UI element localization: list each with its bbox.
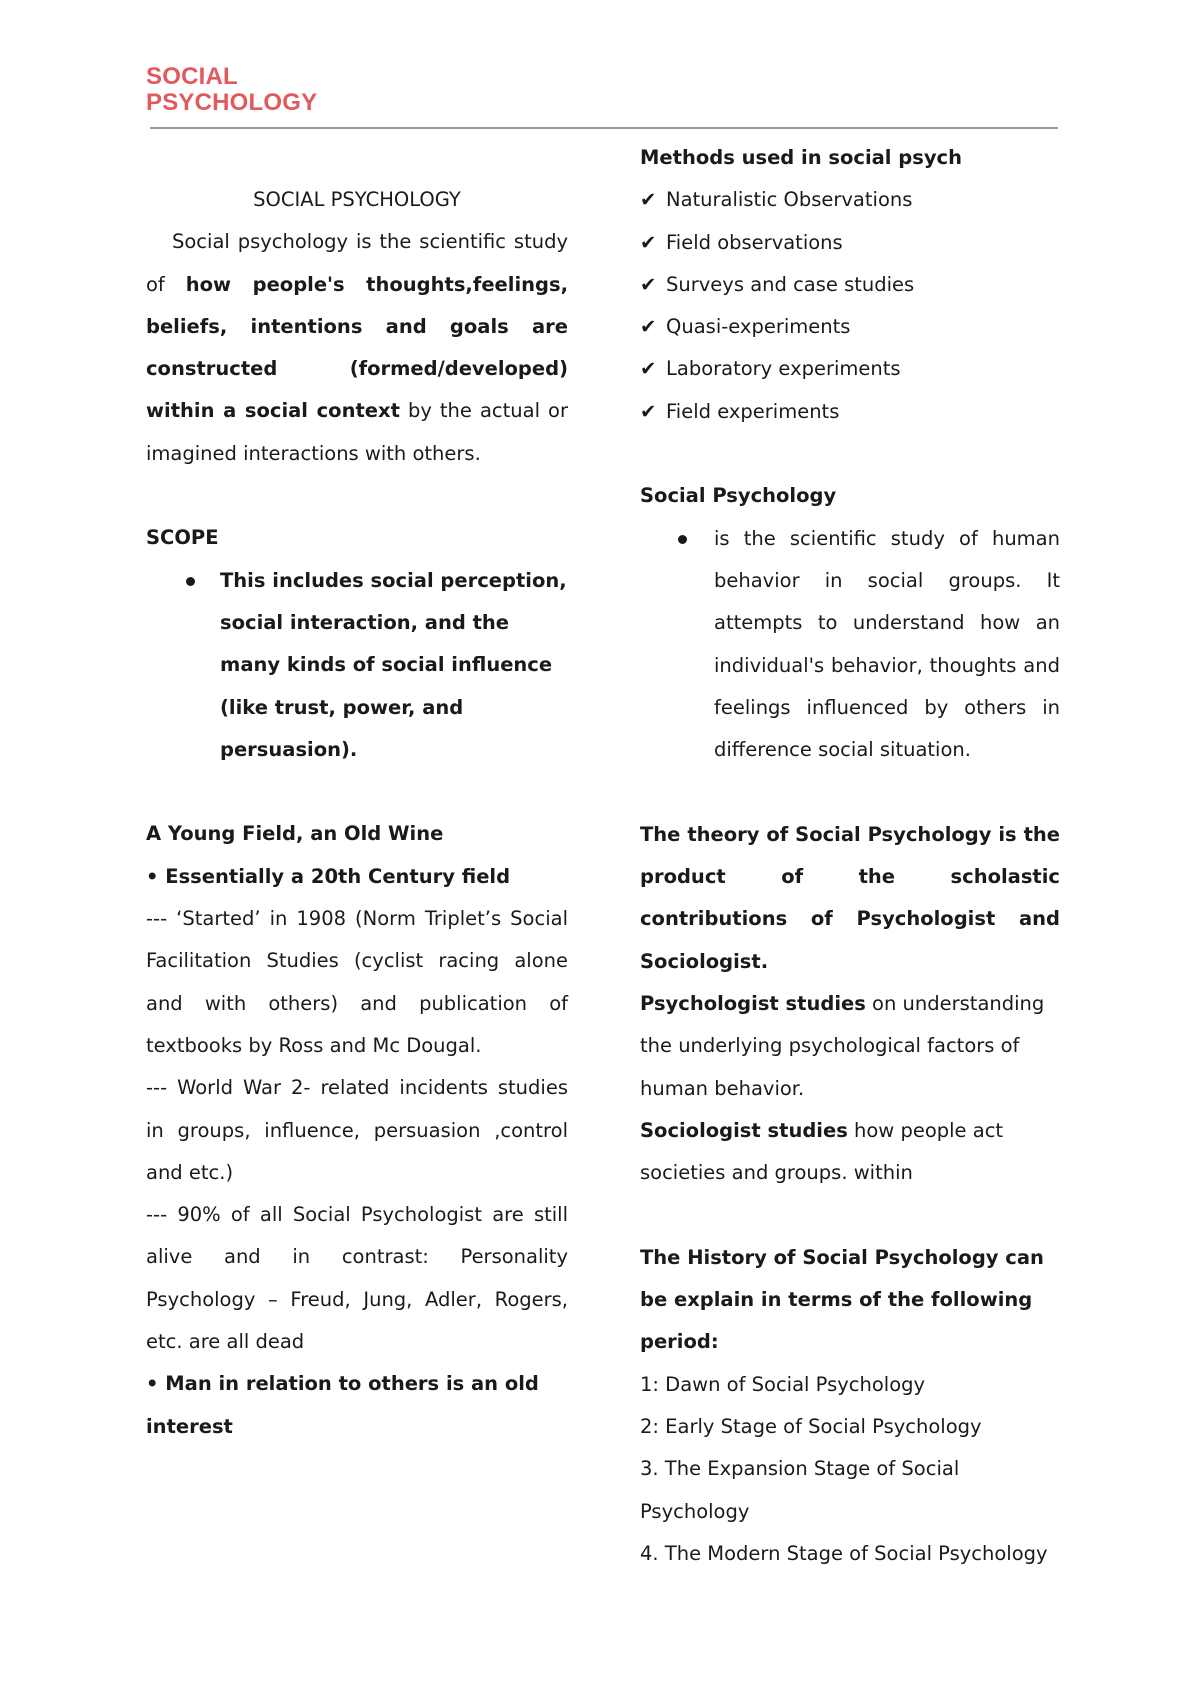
psychologist-studies-text: on understanding the underlying psychological factors of human behavior. [640, 991, 1045, 1100]
list-item [146, 560, 568, 771]
social-psych-heading: Social Psychology [640, 484, 837, 508]
bullet-icon [186, 577, 195, 586]
bullet-20th-century: • Essentially a 20th Century field [146, 864, 511, 888]
checkmark-icon: ✔ [640, 357, 657, 381]
checkmark-icon: ✔ [640, 315, 657, 339]
sociologist-studies [640, 1110, 1060, 1195]
started-paragraph: --- ‘Started’ in 1908 (Norm Triplet’s Social Facilitation Studies (cyclist racing alone and with others) and publication of textbooks by Ross and Mc Dougal. [146, 907, 568, 1057]
left-column [146, 137, 568, 1448]
header-divider [150, 127, 1058, 129]
theory-paragraph: The theory of Social Psychology is the product of the scholastic contributions of Psychologist and Sociologist. [640, 822, 1060, 973]
method-label: Laboratory experiments [666, 357, 901, 381]
history-heading: The History of Social Psychology can be explain in terms of the following period: [640, 1245, 1044, 1354]
scope-item-text: This includes social perception, social interaction, and the many kinds of social influence (like trust, power, and persuasion). [220, 568, 567, 761]
list-item [640, 348, 1060, 390]
bullet-man-relation: • Man in relation to others is an old interest [146, 1372, 539, 1438]
brand-logo [146, 64, 317, 116]
method-label: Field observations [666, 230, 843, 254]
definition-bold: how people's thoughts,feelings, beliefs, intentions and goals are constructed (formed/developed) within a social context [146, 272, 569, 423]
checkmark-icon: ✔ [640, 399, 657, 423]
list-item [640, 222, 1060, 264]
social-psych-list [640, 518, 1060, 772]
method-label: Quasi-experiments [666, 315, 851, 339]
checkmark-icon: ✔ [640, 272, 657, 296]
list-item [640, 306, 1060, 348]
scope-heading: SCOPE [146, 526, 219, 550]
period-item: 1: Dawn of Social Psychology [640, 1372, 926, 1396]
list-item [640, 518, 1060, 772]
definition-paragraph [146, 221, 568, 475]
definition-tail: by the actual or imagined interactions with others. [146, 399, 568, 465]
definition-plain: Social psychology is the scientific study of [146, 230, 568, 296]
bullet-icon [678, 535, 687, 544]
sociologist-studies-text: how people act societies and groups. within [640, 1118, 1004, 1185]
methods-list [640, 179, 1060, 433]
method-label: Field experiments [666, 399, 840, 423]
list-item [640, 179, 1060, 221]
checkmark-icon: ✔ [640, 188, 657, 212]
checkmark-icon: ✔ [640, 230, 657, 254]
method-label: Naturalistic Observations [666, 188, 913, 212]
ninety-percent-paragraph: --- 90% of all Social Psychologist are still alive and in contrast: Personality Psychology – Freud, Jung, Adler, Rogers, etc. are all dead [146, 1203, 568, 1354]
right-column [640, 137, 1060, 1575]
brand-line-1: SOCIAL [146, 63, 238, 90]
psychologist-studies [640, 983, 1060, 1110]
brand-line-2: PSYCHOLOGY [146, 89, 318, 116]
period-item: 4. The Modern Stage of Social Psychology [640, 1541, 1048, 1565]
social-psych-item-text: is the scientific study of human behavior in social groups. It attempts to understand how an individual's behavior, thoughts and feelings influenced by others in difference social situation. [714, 526, 1060, 762]
psychologist-studies-label: Psychologist studies [640, 991, 866, 1015]
document-title: SOCIAL PSYCHOLOGY [253, 188, 461, 211]
scope-list [146, 560, 568, 771]
period-item: 3. The Expansion Stage of Social Psychology [640, 1457, 960, 1523]
young-field-heading: A Young Field, an Old Wine [146, 822, 444, 846]
method-label: Surveys and case studies [666, 272, 915, 296]
methods-heading: Methods used in social psych [640, 146, 962, 169]
list-item [640, 391, 1060, 433]
sociologist-studies-label: Sociologist studies [640, 1118, 848, 1142]
ww2-paragraph: --- World War 2- related incidents studies in groups, influence, persuasion ,control and etc.) [146, 1076, 568, 1184]
list-item [640, 264, 1060, 306]
period-item: 2: Early Stage of Social Psychology [640, 1414, 982, 1438]
